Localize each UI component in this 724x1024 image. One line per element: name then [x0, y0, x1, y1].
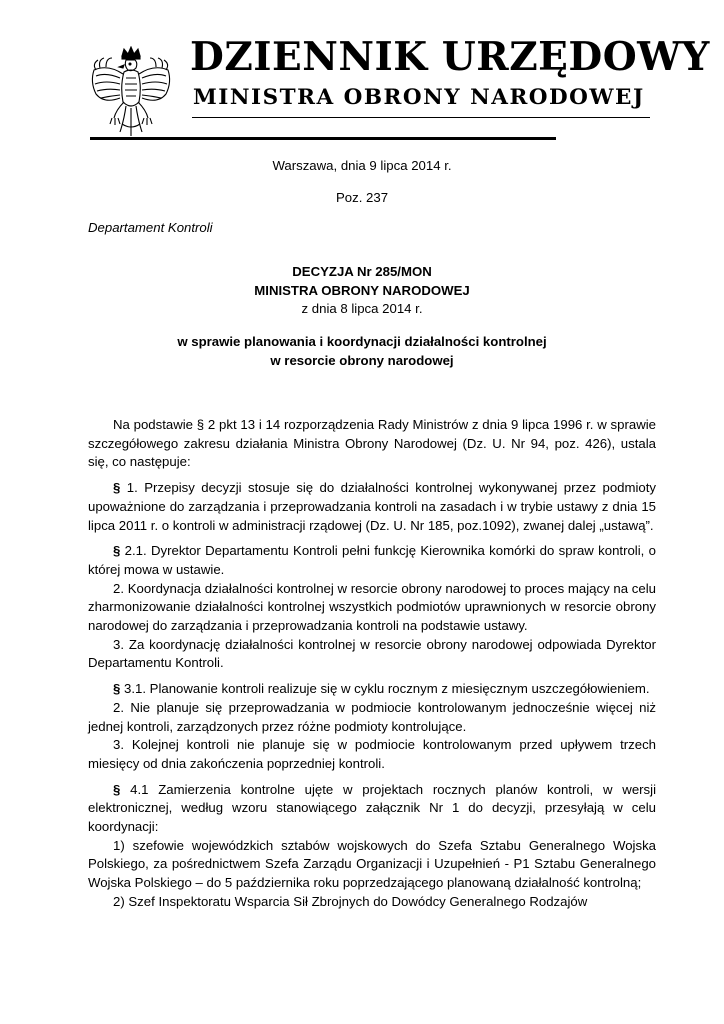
- section-mark: §: [113, 681, 121, 697]
- masthead-divider-thick: [90, 137, 556, 140]
- section-2-text-1: 2.1. Dyrektor Departamentu Kontroli pełni funkcję Kierownika komórki do spraw kontroli, o której mowa w ustawie.: [88, 543, 656, 577]
- white-eagle-emblem-icon: [86, 46, 176, 140]
- section-4-item-2: 2) Szef Inspektoratu Wsparcia Sił Zbrojnych do Dowódcy Generalnego Rodzajów: [113, 893, 588, 909]
- subject-line-1: w sprawie planowania i koordynacji działalności kontrolnej: [177, 334, 547, 349]
- section-2-paragraph-1: [88, 542, 656, 579]
- section-3-paragraph-1: [88, 680, 656, 699]
- preamble-paragraph: Na podstawie § 2 pkt 13 i 14 rozporządzenia Rady Ministrów z dnia 9 lipca 1996 r. w sprawie szczegółowego zakresu działania Ministra Obrony Narodowej (Dz. U. Nr 94, poz. 426), ustala się, co następuje:: [88, 417, 656, 470]
- section-mark: §: [113, 543, 121, 559]
- section-1-text: 1. Przepisy decyzji stosuje się do działalności kontrolnej wykonywanej przez podmioty upoważnione do zarządzania i przeprowadzania kontroli na zasadach i w trybie ustawy z dnia 15 lipca 2011 r. o kontroli w administracji rządowej (Dz. U. Nr 185, poz.1092), zwanej dalej „ustawą”.: [88, 480, 656, 533]
- masthead: [0, 0, 724, 150]
- section-4-paragraph-1: [88, 781, 656, 837]
- section-mark: §: [113, 781, 121, 797]
- position-number: Poz. 237: [335, 190, 389, 205]
- department-name: Departament Kontroli: [88, 220, 213, 235]
- decision-date: z dnia 8 lipca 2014 r.: [301, 301, 423, 316]
- subject-line-2: w resorcie obrony narodowej: [270, 352, 454, 368]
- decision-issuer: MINISTRA OBRONY NARODOWEJ: [254, 282, 470, 298]
- place-and-date: Warszawa, dnia 9 lipca 2014 r.: [272, 158, 452, 173]
- section-3-paragraph-2: 2. Nie planuje się przeprowadzania w podmiocie kontrolowanym jednocześnie więcej niż jednej kontroli, zarządzonych przez różne podmioty kontrolujące.: [88, 699, 656, 734]
- document-body: [88, 416, 656, 912]
- section-2-paragraph-2: 2. Koordynacja działalności kontrolnej w resorcie obrony narodowej to proces mający na celu zharmonizowanie działalności kontrolnej wszystkich podmiotów uprawnionych w resorcie obrony narodowej do zarządzania i przeprowadzania kontroli na podstawie ustawy.: [88, 580, 656, 634]
- decision-number: DECYZJA Nr 285/MON: [292, 264, 432, 279]
- section-4-text-1: 4.1 Zamierzenia kontrolne ujęte w projektach rocznych planów kontroli, w wersji elektronicznej, według wzoru stanowiącego załącznik Nr 1 do decyzji, przesyłają w celu koordynacji:: [88, 781, 656, 835]
- journal-subtitle: MINISTRA OBRONY NARODOWEJ: [193, 85, 645, 110]
- section-3-paragraph-3: 3. Kolejnej kontroli nie planuje się w podmiocie kontrolowanym przed upływem trzech miesięcy od dnia zakończenia poprzedniej kontroli.: [88, 737, 656, 771]
- section-mark: §: [113, 480, 121, 496]
- decision-heading: [0, 263, 724, 319]
- masthead-divider-thin: [192, 117, 650, 118]
- section-2-paragraph-3: 3. Za koordynację działalności kontrolnej w resorcie obrony narodowej odpowiada Dyrektor Departamentu Kontroli.: [88, 636, 656, 671]
- section-3-text-1: 3.1. Planowanie kontroli realizuje się w cyklu rocznym z miesięcznym uszczegółowieniem.: [120, 681, 650, 697]
- section-1-paragraph: [88, 479, 656, 535]
- section-4-item-1: 1) szefowie wojewódzkich sztabów wojskowych do Szefa Sztabu Generalnego Wojska Polskiego, za pośrednictwem Szefa Zarządu Organizacji i Uzupełnień - P1 Sztabu Generalnego Wojska Polskiego – do 5 października roku poprzedzającego planowaną działalność kontrolną;: [88, 837, 656, 891]
- journal-title: DZIENNIK URZĘDOWY: [190, 34, 710, 80]
- decision-subject: [0, 333, 724, 370]
